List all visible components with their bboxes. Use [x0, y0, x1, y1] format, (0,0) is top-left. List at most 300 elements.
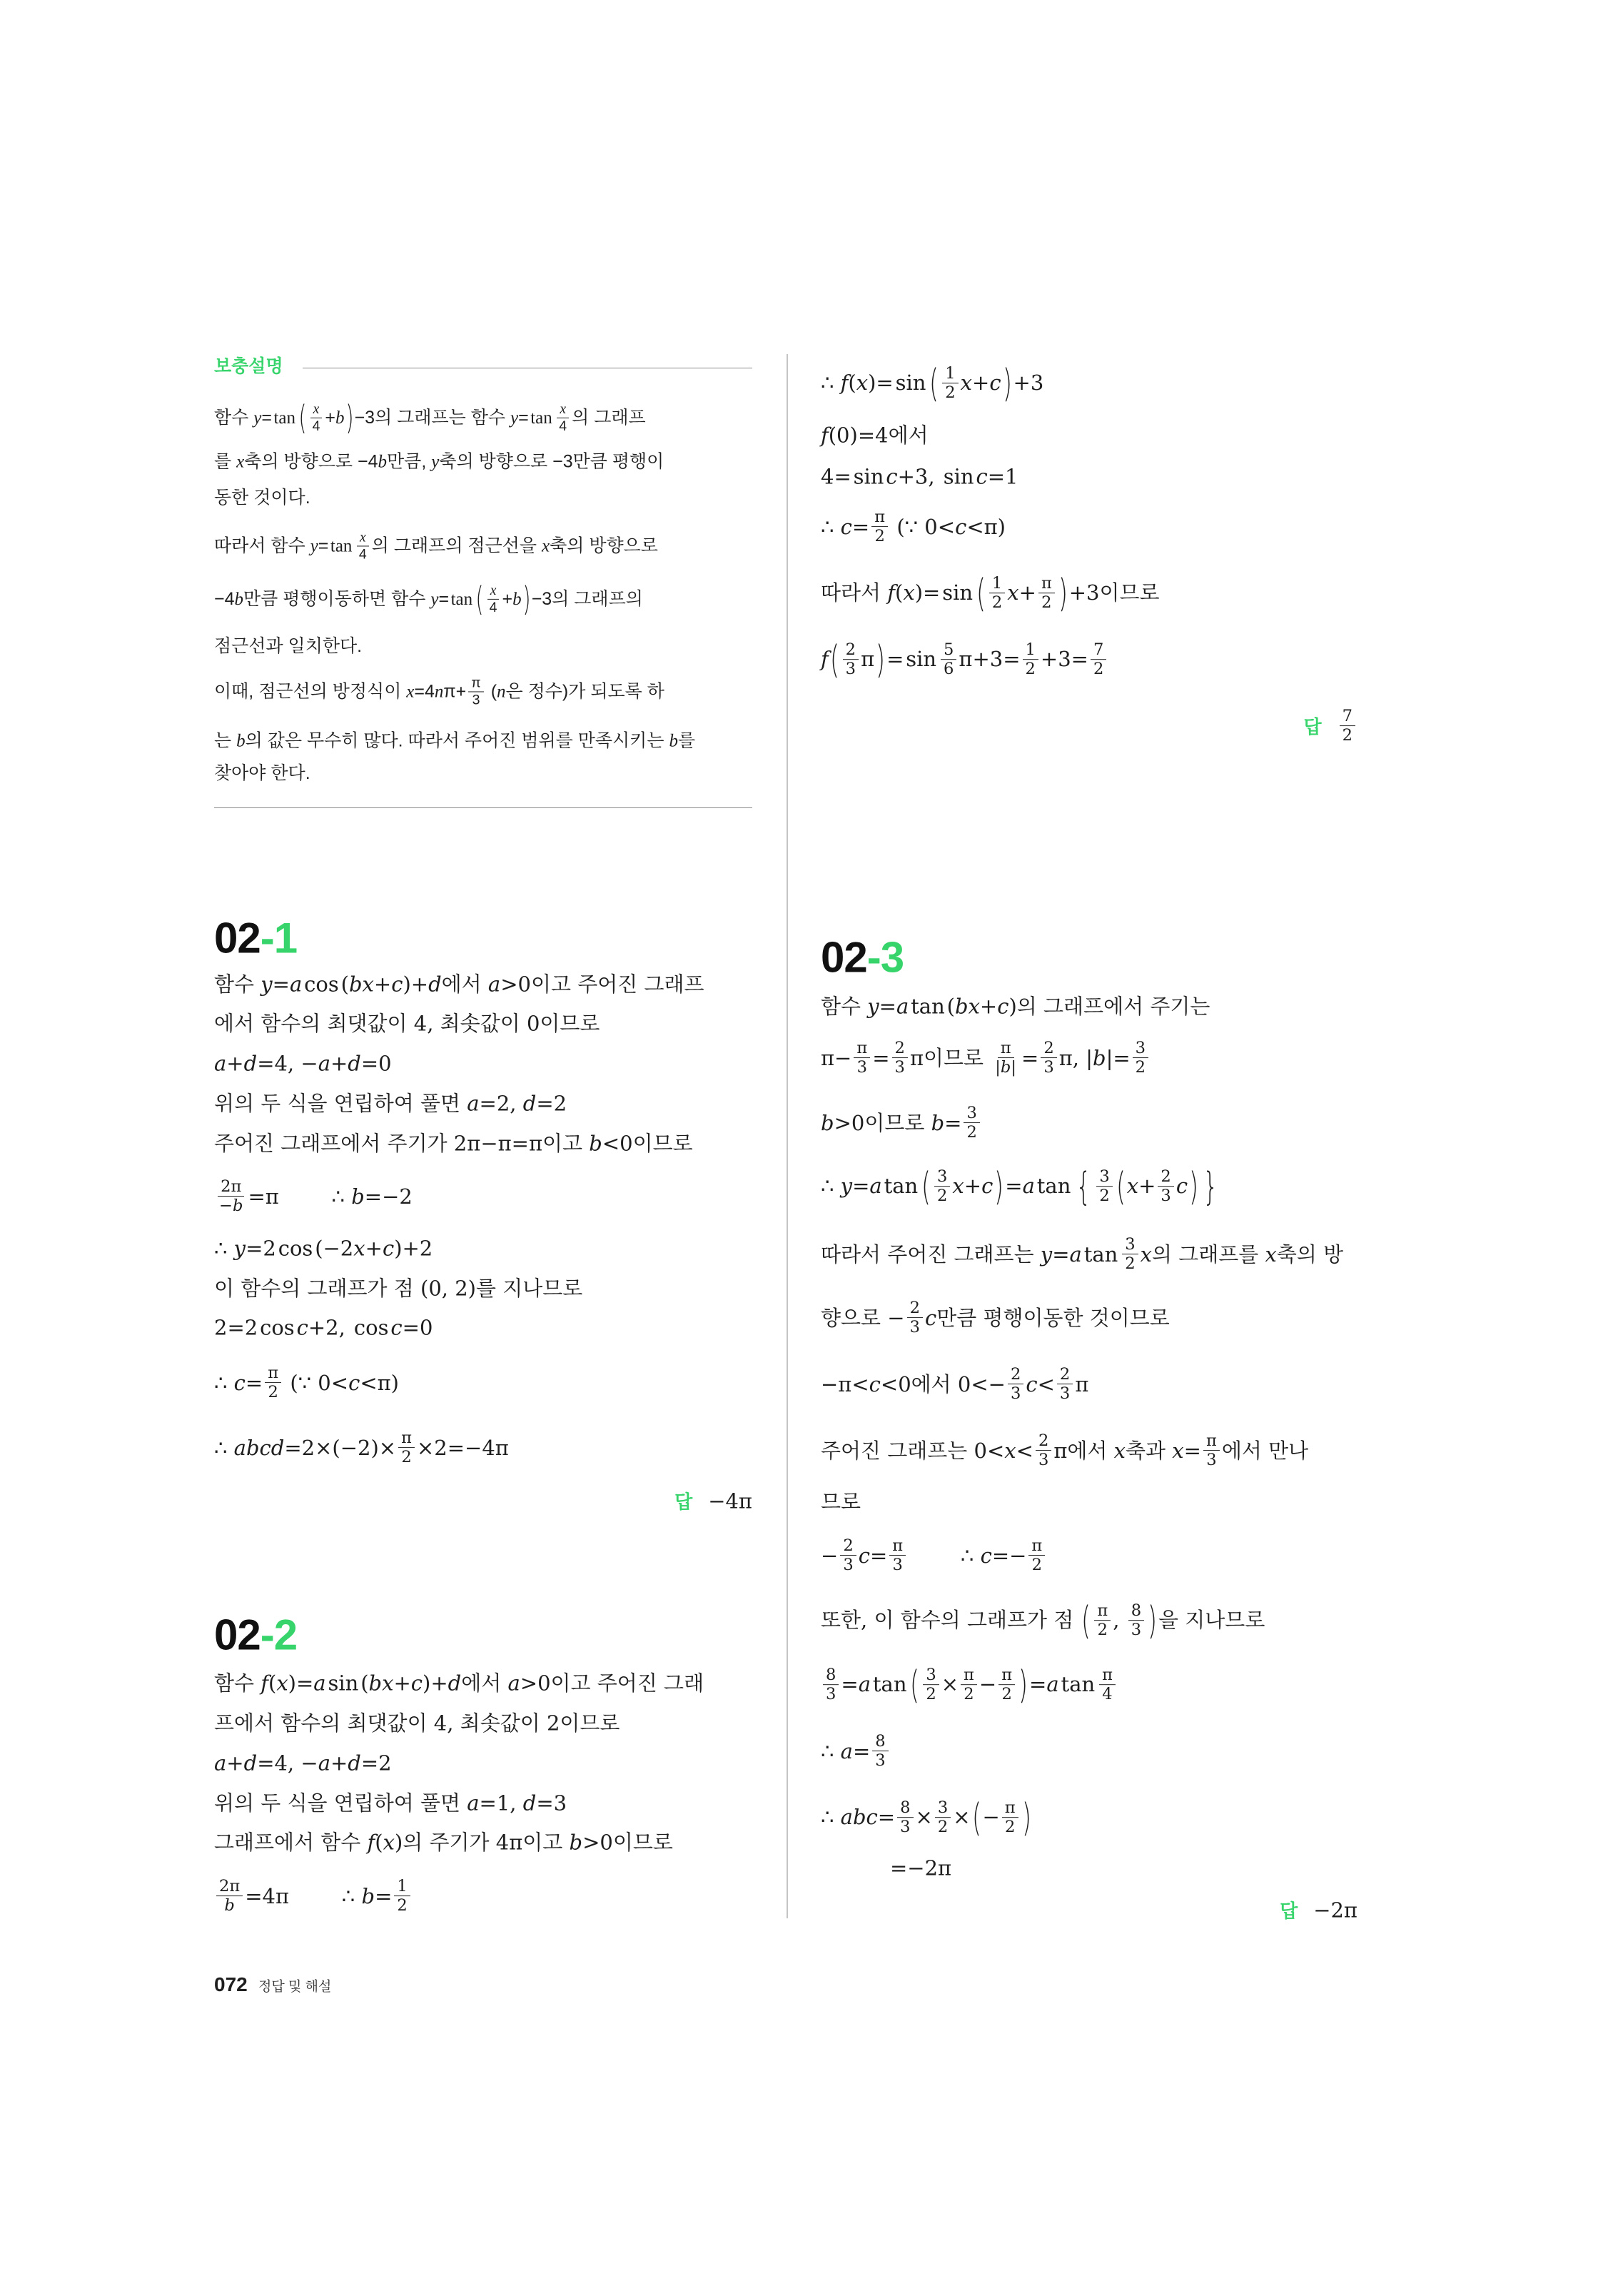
math-text: 2 [1097, 1621, 1108, 1640]
solution-line [821, 1299, 1170, 1336]
math-text: 주어진 그래프에서 주기가 2π−π=π이고 b<0이므로 [214, 1131, 693, 1156]
math-text: 2 [1031, 1556, 1043, 1575]
math-variable: c [924, 1305, 937, 1330]
function-name: cos [353, 1315, 389, 1340]
fraction [1002, 1799, 1018, 1836]
fraction [942, 365, 958, 402]
math-variable: a [896, 994, 909, 1019]
answer-label: 답 [674, 1491, 693, 1513]
math-variable: a [467, 1091, 480, 1116]
math-text: −3의 그래프는 함수 y= tan [354, 407, 552, 428]
big-delimiter: ( [921, 1164, 931, 1209]
math-variable: a [1046, 1672, 1059, 1697]
math-variable: x [276, 1671, 288, 1696]
math-text: −3의 그래프의 [531, 589, 643, 609]
math-variable: b [821, 1110, 834, 1135]
math-variable: b [246, 1435, 260, 1460]
math-text: ∴ f(x)=sin [821, 371, 926, 396]
math-text: 3 [1206, 1451, 1217, 1470]
math-variable: x [1265, 1242, 1277, 1267]
math-text: 2 [945, 383, 956, 403]
math-variable: x [1126, 1174, 1139, 1199]
math-text: 2 [1025, 660, 1036, 679]
fraction [897, 1799, 913, 1836]
math-variable: x [968, 994, 980, 1019]
problem-number: 02 [821, 933, 867, 982]
math-text: 7 [1340, 708, 1355, 726]
math-variable: c [840, 514, 852, 539]
math-text: 의 그래프 [572, 408, 646, 428]
function-name: tan [1083, 1242, 1118, 1267]
math-text: π [1203, 1432, 1220, 1451]
fraction [992, 1039, 1019, 1077]
math-text: π [871, 508, 888, 527]
big-delimiter: ) [1148, 1598, 1158, 1643]
fraction [394, 1878, 410, 1915]
page-number: 072 [214, 1973, 248, 1995]
math-variable: f [821, 647, 829, 672]
math-text: 3 [1010, 1384, 1021, 1404]
math-text: 3 [964, 1104, 979, 1123]
math-text: 2 [937, 1818, 949, 1837]
big-delimiter: } [1203, 1164, 1218, 1209]
math-text: 이때, 점근선의 방정식이 x=4nπ+ [214, 681, 467, 702]
math-text: ∴ c= [821, 514, 870, 539]
math-text: 8 [1128, 1602, 1144, 1621]
math-text: = [872, 1045, 890, 1070]
math-text: ∴ a= [821, 1738, 871, 1763]
supplement-line [214, 487, 310, 508]
math-text: 3 [856, 1058, 867, 1077]
fraction [935, 1799, 951, 1836]
solution-line [214, 972, 704, 997]
math-text: 을 지나므로 [1158, 1608, 1265, 1633]
math-text: × [953, 1805, 971, 1830]
math-text: 5 [941, 641, 956, 660]
math-variable: f [821, 423, 829, 448]
math-text: 따라서 주어진 그래프는 y=atan [821, 1242, 1118, 1267]
math-variable: a [1069, 1242, 1082, 1267]
fraction [216, 1878, 243, 1915]
fraction [1203, 1432, 1220, 1469]
math-text: 찾아야 한다. [214, 763, 310, 783]
math-variable: a [507, 1671, 520, 1696]
math-variable: y [253, 408, 262, 428]
math-variable: y [840, 1174, 853, 1199]
math-variable: c [259, 1435, 271, 1460]
math-variable: c [296, 1315, 308, 1340]
math-text: π [1002, 1799, 1018, 1818]
math-text: π, |b|= [1058, 1045, 1131, 1070]
fraction [1096, 1168, 1112, 1205]
math-text: × [941, 1672, 959, 1697]
math-text: 2 [1008, 1366, 1023, 1384]
answer-label: 답 [1280, 1900, 1298, 1922]
math-variable: a [467, 1791, 480, 1816]
math-variable: x [406, 682, 415, 702]
fraction [1094, 1602, 1111, 1639]
fraction [854, 1039, 870, 1077]
math-text: 2 [1135, 1058, 1146, 1077]
math-text [821, 648, 829, 673]
solution-line [214, 1831, 673, 1856]
fraction [265, 1364, 281, 1401]
math-variable: c [390, 1315, 403, 1340]
math-text: 2 [1158, 1168, 1173, 1187]
solution-line [821, 1795, 1033, 1841]
math-text: 주어진 그래프는 0<x< [821, 1438, 1033, 1463]
math-text: π [1028, 1537, 1045, 1556]
solution-line [821, 1366, 1088, 1403]
math-variable: d [522, 1791, 537, 1816]
solution-line [214, 1277, 582, 1301]
math-text: 2 [1342, 726, 1352, 745]
fraction [1008, 1366, 1023, 1403]
math-text: 4 [559, 418, 567, 434]
big-delimiter: ) [522, 579, 531, 618]
math-text: |b| [995, 1058, 1016, 1077]
fraction [907, 1299, 923, 1336]
solution-line [821, 1662, 1118, 1708]
solution-line [214, 1052, 392, 1077]
function-name: cos [260, 1315, 295, 1340]
solution-line [214, 1237, 433, 1262]
function-name: tan [872, 1672, 907, 1697]
math-variable: x [353, 1236, 365, 1261]
fraction [843, 641, 859, 678]
math-variable: y [1040, 1242, 1053, 1267]
math-text: x+c [952, 1174, 993, 1199]
math-variable: b [569, 1830, 583, 1855]
solution-line [821, 508, 1006, 545]
page-section-title: 정답 및 해설 [258, 1979, 332, 1995]
math-text: 또한, 이 함수의 그래프가 점 [821, 1608, 1081, 1633]
math-text: x+c [960, 371, 1001, 396]
math-text: π [861, 647, 875, 672]
math-variable: y [261, 972, 273, 997]
fraction [1099, 1666, 1116, 1703]
fraction [1023, 641, 1038, 678]
math-variable: x [1113, 1438, 1126, 1463]
math-variable: x [903, 580, 915, 605]
math-text: 6 [944, 660, 954, 679]
function-name: tan [911, 994, 945, 1019]
solution-line [821, 1490, 861, 1515]
math-text [357, 530, 369, 546]
math-text: 3 [1133, 1039, 1148, 1058]
big-delimiter: ( [976, 570, 986, 616]
solution-line [214, 1429, 509, 1466]
math-text: 4 [312, 418, 320, 434]
supplement-line [214, 530, 658, 562]
math-variable: n [434, 682, 444, 702]
math-variable: a [318, 1051, 330, 1076]
math-variable: y [233, 1236, 246, 1261]
math-variable: x [313, 401, 320, 417]
math-text: a+d=4, −a+d=0 [214, 1051, 392, 1076]
big-delimiter: ) [1002, 361, 1012, 406]
math-text: 에서 만나 [1221, 1438, 1309, 1463]
fraction [923, 1666, 939, 1703]
math-variable: x [1172, 1438, 1184, 1463]
math-text: 4=sinc+3, sinc=1 [821, 464, 1018, 489]
math-text: 3 [1038, 1451, 1049, 1470]
math-variable: x [856, 371, 869, 396]
math-variable: y [867, 994, 879, 1019]
math-variable: n [497, 682, 506, 702]
math-variable: c [410, 1671, 423, 1696]
math-text: 2 [1057, 1366, 1073, 1384]
math-text: 2 [937, 1187, 948, 1206]
solution-line [821, 1733, 891, 1770]
solution-line [214, 1012, 600, 1037]
math-text: 3 [934, 1168, 950, 1187]
math-variable: a [233, 1435, 246, 1460]
math-text: 2 [966, 1123, 977, 1142]
big-delimiter: ( [971, 1795, 981, 1841]
math-text: − [979, 1672, 997, 1697]
math-text: 1 [1023, 641, 1038, 660]
math-variable: c [348, 1370, 360, 1395]
math-text: 3 [845, 660, 856, 679]
math-text: =4π ∴ b= [245, 1883, 393, 1908]
math-text: 3 [923, 1666, 939, 1685]
problem-number: 02 [214, 1611, 261, 1659]
math-variable: y [430, 589, 439, 609]
math-text: =sin [886, 647, 937, 672]
supplement-line [214, 730, 695, 752]
math-text: 8 [872, 1733, 888, 1751]
math-variable: x [560, 401, 566, 417]
math-text: +3이므로 [1068, 580, 1160, 605]
fraction [964, 1104, 979, 1142]
problem-subnumber: -3 [866, 933, 904, 982]
answer [1303, 708, 1357, 745]
math-text: 2 [1125, 1254, 1136, 1274]
function-name: sin [906, 647, 937, 672]
fraction [941, 641, 956, 678]
math-variable: c [866, 1805, 878, 1830]
fraction [356, 530, 370, 562]
fraction [1122, 1236, 1138, 1273]
big-delimiter: ) [876, 637, 886, 683]
math-variable: d [522, 1091, 537, 1116]
math-text: 3 [1059, 1384, 1071, 1404]
math-text: π+3= [959, 647, 1021, 672]
math-text: π [468, 675, 483, 692]
math-text: c< [1026, 1371, 1055, 1396]
math-variable: d [270, 1435, 285, 1460]
solution-line [214, 1878, 413, 1915]
math-variable: d [428, 972, 442, 997]
math-variable: b [1092, 1045, 1106, 1070]
problem-heading [214, 1611, 297, 1660]
solution-line [821, 1039, 1151, 1077]
math-text: π에서 x축과 x= [1053, 1438, 1201, 1463]
solution-line [821, 1164, 1221, 1209]
math-variable: f [367, 1830, 375, 1855]
math-text [1176, 1174, 1188, 1199]
fraction [989, 575, 1005, 612]
math-variable: b [348, 972, 363, 997]
problem-heading [821, 933, 904, 982]
math-variable: b [378, 452, 388, 472]
function-name: sin [853, 464, 884, 489]
math-variable: b [234, 589, 244, 609]
solution-line [821, 995, 1210, 1019]
function-name: tan [330, 536, 353, 556]
fraction [556, 401, 570, 433]
math-text: c만큼 평행이동한 것이므로 [924, 1305, 1170, 1330]
math-variable: c [1175, 1174, 1188, 1199]
math-variable: y [510, 408, 519, 428]
math-variable: a [318, 1751, 330, 1776]
math-text: 동한 것이다. [214, 488, 310, 508]
solution-line [821, 637, 1108, 683]
math-variable: b [852, 1805, 866, 1830]
math-text: (n은 정수)가 되도록 하 [485, 681, 664, 702]
math-text: 4 [358, 546, 367, 563]
math-variable: y [310, 536, 318, 556]
math-text: +b [325, 407, 345, 428]
solution-line [821, 361, 1044, 406]
math-text: 2 [401, 1448, 412, 1467]
math-text: − [982, 1805, 1000, 1830]
math-text: 2 [1041, 593, 1052, 613]
math-variable: a [214, 1751, 227, 1776]
function-name: tan [450, 589, 473, 609]
math-text: 그래프에서 함수 f(x)의 주기가 4π이고 b>0이므로 [214, 1830, 673, 1855]
function-name: cos [278, 1236, 313, 1261]
math-text: 3 [894, 1058, 905, 1077]
math-text: π [998, 1039, 1014, 1058]
math-text: 에서 함수의 최댓값이 4, 최솟값이 0이므로 [214, 1011, 600, 1036]
math-variable: f [261, 1671, 268, 1696]
column-divider [787, 354, 788, 1918]
fraction [1057, 1366, 1073, 1403]
math-text: −b [219, 1197, 243, 1216]
fraction [1038, 575, 1055, 612]
math-text: b>0이므로 b= [821, 1110, 962, 1135]
math-text: π [1075, 1371, 1089, 1396]
math-text: 3 [843, 1556, 854, 1575]
fraction [823, 1666, 839, 1703]
math-variable: b [589, 1131, 602, 1156]
math-text: 는 b의 값은 무수히 많다. 따라서 주어진 범위를 만족시키는 b를 [214, 730, 696, 751]
problem-heading [214, 914, 297, 963]
math-variable: b [669, 731, 678, 751]
math-text: 3 [1122, 1236, 1138, 1254]
math-variable: b [232, 1197, 243, 1216]
math-variable: x [952, 1174, 964, 1199]
math-text: ∴ abc= [821, 1805, 896, 1830]
math-variable: a [840, 1805, 853, 1830]
supplement-line [214, 675, 664, 708]
math-text: 2 [1041, 1039, 1056, 1058]
math-text: π [1094, 1602, 1111, 1621]
math-text: π [1038, 575, 1055, 593]
supplement-line [214, 635, 362, 657]
math-text: 1 [942, 365, 958, 383]
function-name: cos [304, 972, 339, 997]
math-variable: b [361, 1883, 375, 1908]
math-text: π− [821, 1045, 852, 1070]
math-text: 함수 y=atan(bx+c)의 그래프에서 주기는 [821, 994, 1210, 1019]
fraction [892, 1039, 908, 1077]
math-text: − [821, 1543, 839, 1568]
math-text: 2π [216, 1878, 243, 1896]
math-text: 1 [394, 1878, 410, 1896]
math-text: 2 [1093, 660, 1104, 679]
math-text: 3 [826, 1685, 836, 1704]
math-variable: c [391, 972, 403, 997]
solution-line [214, 1751, 392, 1776]
math-text: 8 [823, 1666, 839, 1685]
supplement-bottom-rule [214, 807, 752, 808]
big-delimiter: ) [1189, 1164, 1199, 1209]
math-variable: c [886, 464, 898, 489]
math-variable: b [224, 1896, 235, 1915]
math-text: π [889, 1537, 906, 1556]
math-text: 함수 y=acos(bx+c)+d에서 a>0이고 주어진 그래프 [214, 972, 704, 997]
math-text: 4 [1102, 1685, 1113, 1704]
solution-line [821, 570, 1160, 616]
supplement-line [214, 579, 643, 618]
math-variable: x [362, 972, 374, 997]
math-text: 3 [472, 692, 480, 708]
solution-line [890, 1856, 951, 1881]
fraction [487, 583, 500, 615]
answer-value [1338, 708, 1357, 745]
solution-line [214, 1132, 693, 1157]
big-delimiter: ( [910, 1662, 920, 1708]
math-variable: a [487, 972, 501, 997]
math-text: a+d=4, −a+d=2 [214, 1751, 392, 1776]
math-text: ×2=−4π [416, 1435, 509, 1460]
fraction [1028, 1537, 1045, 1574]
math-variable: y [431, 452, 440, 472]
math-text: 3 [875, 1751, 886, 1771]
math-variable: b [335, 408, 345, 428]
math-text: 2 [892, 1039, 908, 1058]
math-text: 2 [991, 593, 1003, 613]
function-name: sin [328, 1671, 359, 1696]
math-text: 2 [874, 527, 885, 546]
math-text: 2 [843, 641, 859, 660]
math-text: 따라서 함수 y= tan [214, 535, 353, 556]
fraction [961, 1666, 977, 1703]
math-variable: x [1007, 580, 1019, 605]
math-variable: b [351, 1184, 365, 1209]
fraction [1158, 1168, 1173, 1205]
math-text: 3 [1161, 1187, 1171, 1206]
solution-line [214, 1711, 620, 1736]
math-text: =π ∴ b=−2 [248, 1184, 413, 1209]
math-text: −4π [708, 1489, 752, 1513]
math-text: x+ [1126, 1174, 1156, 1199]
math-text: (∵ 0<c<π) [283, 1370, 399, 1395]
big-delimiter: ) [994, 1164, 1004, 1209]
math-text: (∵ 0<c<π) [890, 514, 1006, 539]
math-text: × [915, 1805, 933, 1830]
math-variable: c [955, 514, 967, 539]
fraction [840, 1537, 856, 1574]
fraction [468, 675, 483, 708]
solution-line [821, 1104, 982, 1142]
math-text: x+ [1007, 580, 1036, 605]
math-variable: b [512, 589, 522, 609]
math-text: = [1021, 1045, 1039, 1070]
